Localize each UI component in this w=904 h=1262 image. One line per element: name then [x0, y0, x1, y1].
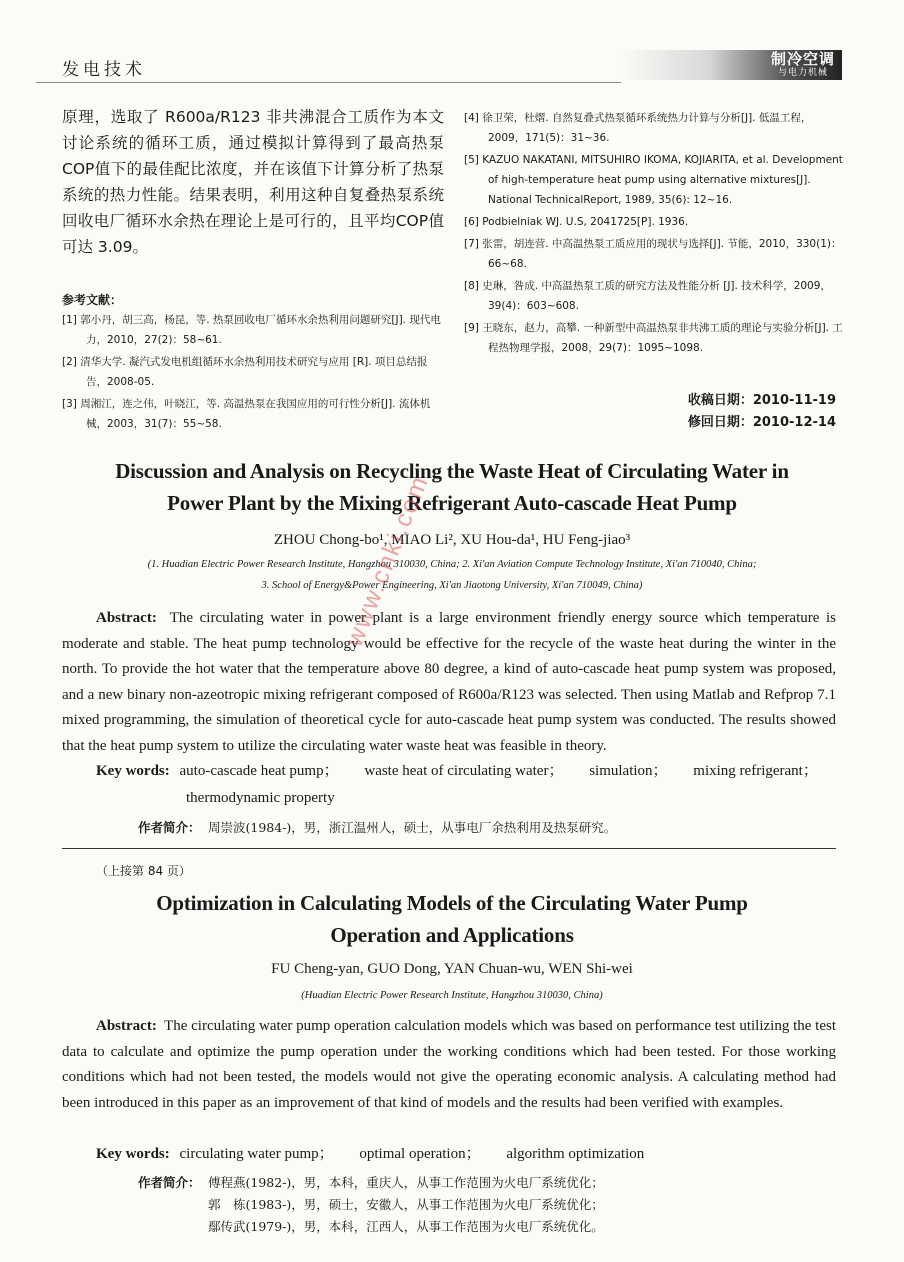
section-divider — [62, 848, 836, 849]
paper1-abstract — [62, 606, 836, 759]
bio-label: 作者简介： — [138, 1175, 201, 1190]
bio-text: 傅程燕(1982-)，男，本科，重庆人，从事工作范围为火电厂系统优化； — [208, 1175, 604, 1190]
keywords-label: Key words: — [96, 1146, 170, 1162]
received-date: 收稿日期：2010-11-19 — [687, 393, 836, 408]
reference-item: [5] KAZUO NAKATANI, MITSUHIRO IKOMA, KOJIARITA, et al. Development of high-temperature heat pump using alternative mixtures[J]. National TechnicalReport, 1989, 35(6): 12~16. — [464, 154, 843, 206]
continued-from-note: （上接第 84 页） — [96, 864, 191, 878]
reference-item: [2] 清华大学. 凝汽式发电机组循环水余热利用技术研究与应用 [R]. 项目总结报告，2008-05. — [62, 356, 428, 388]
paper1-affil-line2: 3. School of Energy&Power Engineering, Xi'an Jiaotong University, Xi'an 710049, China) — [261, 580, 643, 591]
paper2-authors: FU Cheng-yan, GUO Dong, YAN Chuan-wu, WEN Shi-wei — [271, 961, 633, 977]
paper1-title-line2: Power Plant by the Mixing Refrigerant Auto-cascade Heat Pump — [167, 491, 737, 515]
reference-item: [4] 徐卫荣，杜熠. 自然复叠式热泵循环系统热力计算与分析[J]. 低温工程，2009，171(5)：31~36. — [464, 112, 812, 144]
paper2-title-line2: Operation and Applications — [330, 923, 574, 947]
reference-item: [1] 郭小丹，胡三高，杨昆，等. 热泵回收电厂循环水余热利用问题研究[J]. 现代电力，2010，27(2)：58~61. — [62, 314, 441, 346]
bio-text: 周崇波(1984-)，男，浙江温州人，硕士，从事电厂余热利用及热泵研究。 — [208, 820, 617, 835]
paper1-title-line1: Discussion and Analysis on Recycling the Waste Heat of Circulating Water in — [115, 459, 789, 483]
paper1-affiliations — [40, 554, 864, 596]
reference-item: [9] 王晓东，赵力，高攀. 一种新型中高温热泵非共沸工质的理论与实验分析[J]. 工程热物理学报，2008，29(7)：1095~1098. — [464, 322, 843, 354]
reference-item: [8] 史琳，咎成. 中高温热泵工质的研究方法及性能分析 [J]. 技术科学，2009，39(4)：603~608. — [464, 280, 831, 312]
logo-main-text: 制冷空调 — [770, 50, 835, 68]
submission-dates — [688, 390, 836, 434]
reference-item: [7] 张雷，胡连营. 中高温热泵工质应用的现状与选择[J]. 节能，2010，330(1)：66~68. — [464, 238, 842, 270]
journal-section-label: 发电技术 — [62, 60, 146, 80]
keyword: algorithm optimization — [506, 1146, 645, 1162]
paper2-title-line1: Optimization in Calculating Models of the Circulating Water Pump — [156, 891, 748, 915]
abstract-label: Abstract: — [96, 1018, 157, 1034]
keyword: optimal operation； — [359, 1146, 481, 1162]
keyword: waste heat of circulating water； — [364, 763, 564, 779]
keyword: circulating water pump； — [179, 1146, 334, 1162]
reference-item: [3] 周湘江，连之伟，叶晓江，等. 高温热泵在我国应用的可行性分析[J]. 流体机械，2003，31(7)：55~58. — [62, 398, 431, 430]
paper1-title — [40, 455, 864, 519]
paper2-abstract — [62, 1014, 836, 1116]
watermark: www.cnki.com — [340, 470, 435, 651]
reference-item: [6] Podbielniak WJ. U.S, 2041725[P]. 1936. — [464, 216, 689, 228]
journal-logo — [762, 51, 844, 79]
bio-text: 郭 栋(1983-)，男，硕士，安徽人，从事工作范围为火电厂系统优化； — [208, 1197, 604, 1212]
paper2-affiliation: (Huadian Electric Power Research Institute, Hangzhou 310030, China) — [301, 990, 603, 1001]
keyword: simulation； — [589, 763, 668, 779]
paper2-title — [40, 887, 864, 951]
header-divider — [36, 82, 621, 83]
keywords-label: Key words: — [96, 763, 170, 779]
references-title: 参考文献： — [62, 293, 123, 307]
keyword: auto-cascade heat pump； — [179, 763, 339, 779]
keyword: mixing refrigerant； — [693, 763, 818, 779]
references-list-right — [464, 108, 844, 360]
paper1-keywords — [96, 758, 836, 812]
references-list-left — [62, 310, 442, 436]
logo-sub-text: 与电力机械 — [777, 68, 828, 78]
abstract-text: The circulating water pump operation calculation models which was based on performance test utilizing the test data to calculate and optimize the pump operation under the working conditions which had been tested. For those working conditions which had not been tested, the models would not give the operating economic analysis. A calculating method had been introduced in this paper as an improvement of that kind of models and the results had been verified with examples. — [62, 1018, 836, 1111]
keyword: thermodynamic property — [186, 790, 335, 806]
abstract-label: Abstract: — [96, 610, 157, 626]
paper2-keywords — [96, 1141, 836, 1168]
bio-label: 作者简介： — [138, 820, 201, 835]
paper1-affil-line1: (1. Huadian Electric Power Research Institute, Hangzhou 310030, China; 2. Xi'an Aviation Compute Technology Institute, Xi'an 710040, China; — [147, 559, 757, 570]
paper1-authors: ZHOU Chong-bo¹, MIAO Li², XU Hou-da¹, HU Feng-jiao³ — [273, 532, 631, 548]
abstract-text: The circulating water in power plant is a large environment friendly energy source which temperature is moderate and stable. The heat pump technology would be effective for the recycle of the waste heat during the winter in the north. To provide the hot water that the temperature above 80 degree, a kind of auto-cascade heat pump system was proposed, and a new binary non-azeotropic mixing refrigerant composed of R600a/R123 was selected. Then using Matlab and Refprop 7.1 mixed programming, the simulation of theoretical cycle for auto-cascade heat pump system was conducted. The results showed that the heat pump system to utilize the circulating water waste heat was feasible in theory. — [62, 610, 837, 754]
revised-date: 修回日期：2010-12-14 — [687, 415, 836, 430]
conclusion-paragraph: 原理，选取了 R600a/R123 非共沸混合工质作为本文讨论系统的循环工质，通过模拟计算得到了最高热泵COP值下的最佳配比浓度，并在该值下计算分析了热泵系统的热力性能。结果表明，利用这种自复叠热泵系统回收电厂循环水余热在理论上是可行的，且平均COP值可达 3.09。 — [62, 108, 444, 256]
bio-text: 鄢传武(1979-)，男，本科，江西人，从事工作范围为火电厂系统优化。 — [208, 1219, 604, 1234]
paper2-author-bios — [138, 1172, 604, 1238]
paper1-author-bio — [138, 817, 616, 839]
